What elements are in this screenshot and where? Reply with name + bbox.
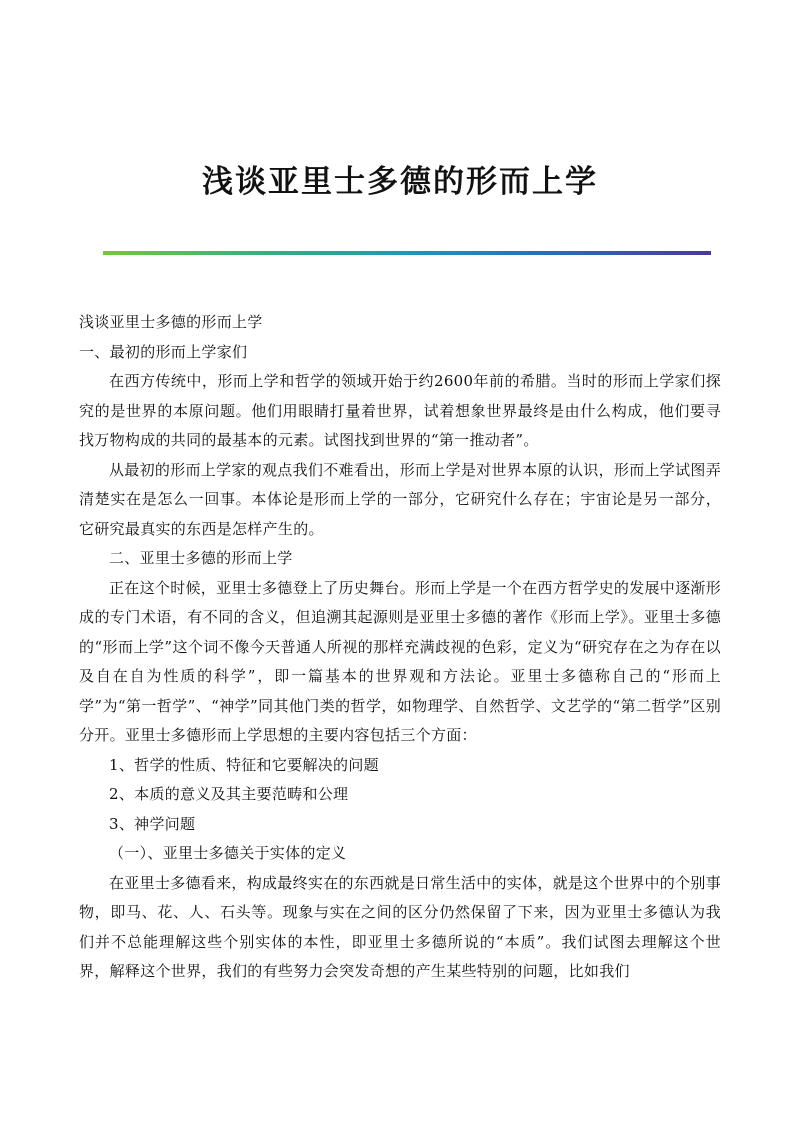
paragraph-2: 从最初的形而上学家的观点我们不难看出，形而上学是对世界本原的认识，形而上学试图弄清楚实在是怎么一回事。本体论是形而上学的一部分，它研究什么存在；宇宙论是另一部分，它研究最真实的东西是怎样产生的。 [79, 460, 722, 538]
section-heading-1: 一、最初的形而上学家们 [79, 342, 248, 361]
article-heading: 浅谈亚里士多德的形而上学 [79, 313, 263, 331]
subsection-heading-1: （一）、亚里士多德关于实体的定义 [109, 844, 347, 862]
title-divider [103, 251, 711, 255]
paragraph-1: 在西方传统中，形而上学和哲学的领域开始于约2600年前的希腊。当时的形而上学家们探究的是世界的本原问题。他们用眼睛打量着世界，试着想象世界最终是由什么构成，他们要寻找万物构成的共同的最基本的元素。试图找到世界的“第一推动者”。 [79, 372, 721, 449]
list-item-3: 3、神学问题 [109, 814, 196, 833]
document-title: 浅谈亚里士多德的形而上学 [202, 164, 598, 200]
paragraph-3: 正在这个时候，亚里士多德登上了历史舞台。形而上学是一个在西方哲学史的发展中逐渐形成的专门术语，有不同的含义，但追溯其起源则是亚里士多德的著作《形而上学》。亚里士多德的“形而上学”这个词不像今天普通人所视的那样充满歧视的色彩，定义为“研究存在之为存在以及自在自为性质的科学”，即一篇基本的世界观和方法论。亚里士多德称自己的“形而上学”为“第一哲学”、“神学”同其他门类的哲学，如物理学、自然哲学、文艺学的“第二哲学”区别分开。亚里士多德形而上学思想的主要内容包括三个方面： [79, 578, 722, 744]
paragraph-4: 在亚里士多德看来，构成最终实在的东西就是日常生活中的实体，就是这个世界中的个别事物，即马、花、人、石头等。现象与实在之间的区分仍然保留了下来，因为亚里士多德认为我们并不总能理解这些个别实体的本性，即亚里士多德所说的“本质”。我们试图去理解这个世界，解释这个世界，我们的有些努力会突发奇想的产生某些特别的问题，比如我们 [79, 873, 722, 980]
list-item-1: 1、哲学的性质、特征和它要解决的问题 [109, 755, 379, 774]
document-body [79, 308, 721, 987]
section-heading-2: 二、亚里士多德的形而上学 [109, 549, 293, 567]
list-item-2: 2、本质的意义及其主要范畴和公理 [109, 785, 349, 803]
